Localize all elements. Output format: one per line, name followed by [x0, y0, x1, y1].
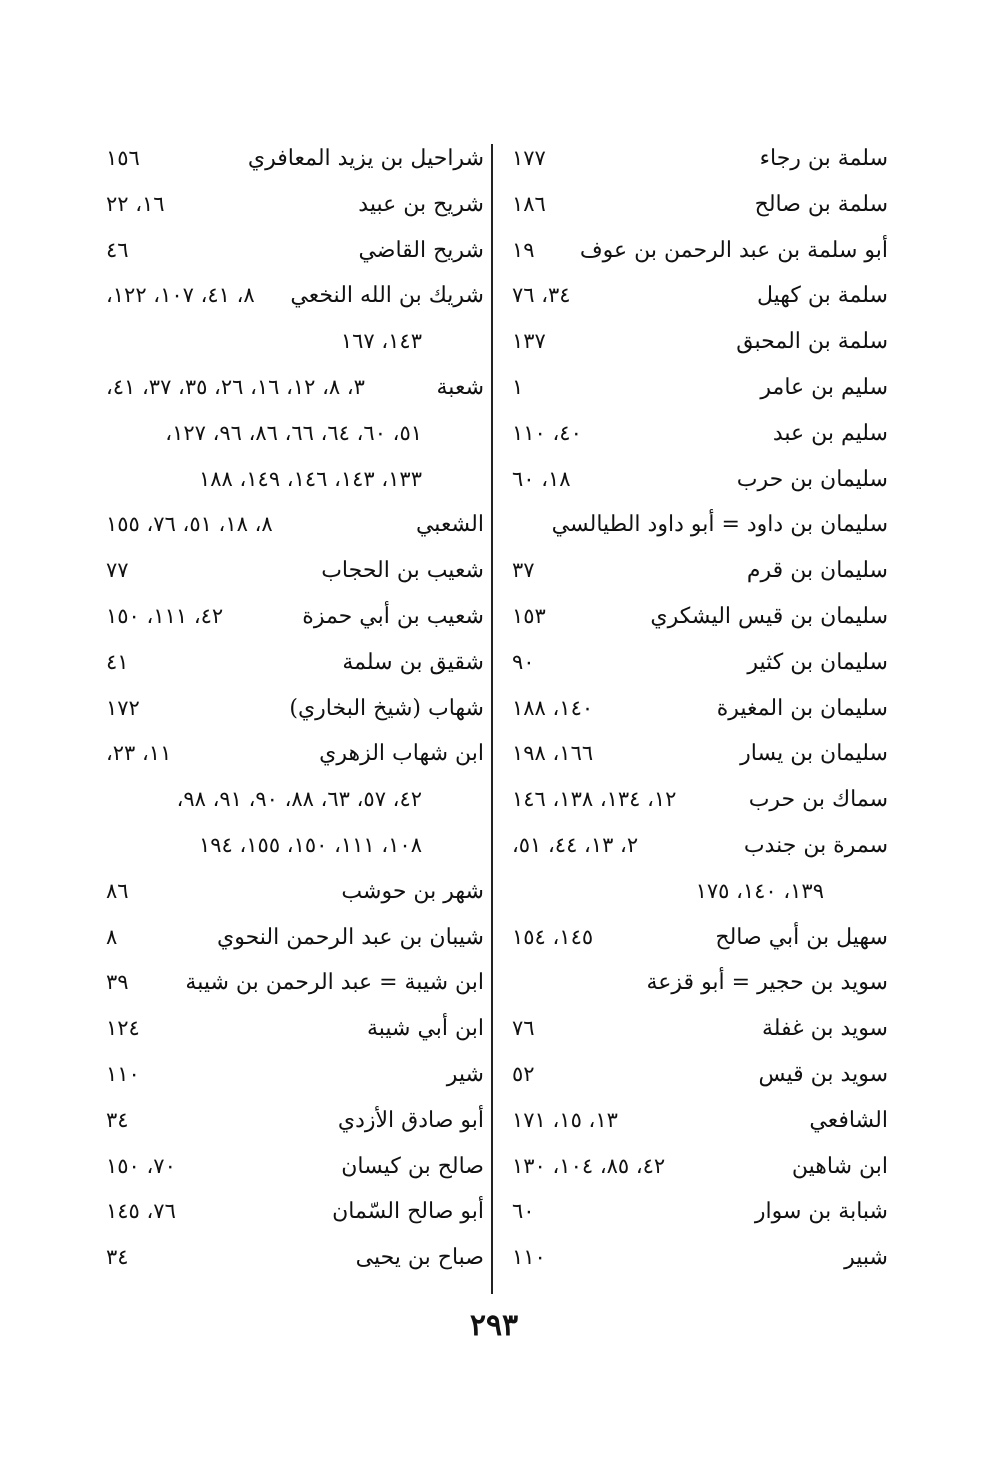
- index-entry: [508, 640, 888, 686]
- index-entry: [100, 1006, 484, 1052]
- entry-pages: ٧٦، ١٤٥: [106, 1199, 176, 1224]
- entry-pages: ٨، ١٨، ٥١، ٧٦، ١٥٥: [106, 512, 273, 537]
- entry-name: سليم بن عامر: [760, 374, 888, 400]
- entry-name: سليم بن عبد: [772, 420, 888, 446]
- entry-pages: ١١، ٢٣،: [106, 741, 172, 766]
- index-entry: [508, 319, 888, 365]
- index-entry: [508, 502, 888, 548]
- entry-name: شبابة بن سوار: [754, 1199, 888, 1225]
- entry-pages: ٤٢، ١١١، ١٥٠: [106, 603, 224, 628]
- entry-pages: ١٥٦: [106, 146, 140, 170]
- entry-name: شريك بن الله النخعي: [290, 283, 484, 309]
- entry-name: ابن شهاب الزهري: [319, 741, 484, 767]
- index-column-right: [508, 136, 888, 1281]
- entry-pages: ٣٤: [106, 1245, 129, 1270]
- index-entry: [100, 686, 484, 732]
- entry-pages: ١٨٦: [512, 191, 546, 216]
- index-entry: [508, 777, 888, 823]
- column-divider: [491, 144, 493, 1294]
- index-entry: [100, 1144, 484, 1190]
- index-entry: [508, 182, 888, 228]
- entry-name: الشعبي: [415, 512, 484, 538]
- entry-name: شراحيل بن يزيد المعافري: [247, 146, 484, 171]
- index-entry-continuation: [100, 457, 484, 503]
- entry-pages: ٣٩: [106, 970, 129, 995]
- entry-name: سلمة بن صالح: [754, 191, 888, 217]
- entry-pages: ١٧٢: [106, 695, 140, 720]
- index-entry: [100, 960, 484, 1006]
- entry-pages: ٧٠، ١٥٠: [106, 1153, 176, 1178]
- entry-pages: ٥٢: [512, 1061, 535, 1086]
- entry-pages: ١١٠: [106, 1061, 140, 1086]
- index-entry: [100, 548, 484, 594]
- index-entry: [508, 594, 888, 640]
- entry-pages: ١٧٧: [512, 146, 546, 170]
- entry-name: سليمان بن حرب: [736, 466, 888, 492]
- index-entry: [100, 731, 484, 777]
- entry-name: سويد بن غفلة: [761, 1016, 888, 1042]
- index-entry: [508, 1052, 888, 1098]
- index-entry: [508, 136, 888, 182]
- index-entry: [508, 1235, 888, 1281]
- entry-name: سليمان بن قرم: [746, 558, 888, 584]
- index-entry: [100, 502, 484, 548]
- index-entry: [508, 915, 888, 961]
- entry-name: سليمان بن المغيرة: [716, 695, 888, 721]
- index-entry-continuation: [508, 869, 888, 915]
- index-entry-continuation: [100, 319, 484, 365]
- entry-pages: ١١٠: [512, 1245, 546, 1270]
- entry-pages: ٣٤: [106, 1107, 129, 1132]
- index-entry: [508, 1006, 888, 1052]
- index-entry: [508, 457, 888, 503]
- index-entry: [508, 228, 888, 274]
- entry-pages: ٤٠، ١١٠: [512, 420, 582, 445]
- index-entry: [100, 136, 484, 182]
- entry-pages: ٣٤، ٧٦: [512, 283, 571, 308]
- index-entry: [100, 1189, 484, 1235]
- index-entry: [100, 869, 484, 915]
- entry-pages: ٣، ٨، ١٢، ١٦، ٢٦، ٣٥، ٣٧، ٤١،: [106, 374, 365, 399]
- entry-name: صالح بن كيسان: [341, 1153, 484, 1179]
- entry-name: شعبة: [436, 374, 484, 400]
- index-entry-continuation: [100, 411, 484, 457]
- entry-pages: ٦٠: [512, 1199, 535, 1224]
- entry-pages: ١٢٤: [106, 1016, 140, 1041]
- entry-pages: ١٣٩، ١٤٠، ١٧٥: [695, 878, 824, 903]
- entry-name: شريح القاضي: [358, 237, 484, 263]
- entry-pages: ١٦٦، ١٩٨: [512, 741, 594, 766]
- entry-pages: ٨: [106, 924, 118, 949]
- index-entry: [508, 411, 888, 457]
- entry-name: ابن أبي شيبة: [366, 1016, 484, 1042]
- entry-name: سليمان بن قيس اليشكري: [650, 603, 888, 629]
- entry-name: سلمة بن رجاء: [759, 146, 888, 171]
- entry-name: شقيق بن سلمة: [342, 649, 484, 675]
- entry-name: سلمة بن كهيل: [756, 283, 888, 309]
- entry-name: شريح بن عبيد: [358, 191, 484, 217]
- index-entry: [100, 365, 484, 411]
- index-column-left: [100, 136, 484, 1281]
- entry-pages: ٤١: [106, 649, 129, 674]
- index-entry: [100, 1235, 484, 1281]
- index-entry: [508, 686, 888, 732]
- entry-name: سليمان بن كثير: [747, 649, 888, 675]
- entry-name: سمرة بن جندب: [743, 832, 888, 858]
- index-entry: [508, 365, 888, 411]
- index-entry: [508, 960, 888, 1006]
- entry-name: سويد بن حجير = أبو قزعة: [646, 970, 888, 996]
- index-entry: [508, 273, 888, 319]
- index-entry-continuation: [100, 777, 484, 823]
- entry-pages: ١٤٣، ١٦٧: [340, 329, 422, 354]
- entry-pages: ٨٦: [106, 878, 129, 903]
- entry-pages: ١٠٨، ١١١، ١٥٠، ١٥٥، ١٩٤: [198, 832, 422, 857]
- index-entry: [100, 1098, 484, 1144]
- entry-pages: ٢، ١٣، ٤٤، ٥١،: [512, 832, 639, 857]
- entry-name: سماك بن حرب: [748, 787, 888, 813]
- index-entry: [508, 1144, 888, 1190]
- entry-name: أبو صالح السّمان: [332, 1199, 484, 1225]
- index-entry: [100, 594, 484, 640]
- entry-pages: ٩٠: [512, 649, 535, 674]
- entry-pages: ١٥٣: [512, 603, 546, 628]
- entry-pages: ١٢، ١٣٤، ١٣٨، ١٤٦: [512, 787, 677, 812]
- entry-name: سلمة بن المحبق: [736, 329, 888, 355]
- entry-pages: ٤٢، ٥٧، ٦٣، ٨٨، ٩٠، ٩١، ٩٨،: [176, 787, 422, 812]
- entry-pages: ١٣٧: [512, 329, 546, 354]
- entry-pages: ٧٧: [106, 558, 129, 583]
- entry-pages: ١٣، ١٥، ١٧١: [512, 1107, 618, 1132]
- entry-name: شهاب (شيخ البخاري): [289, 695, 484, 721]
- entry-name: أبو صادق الأزدي: [337, 1107, 484, 1133]
- entry-pages: ١٦، ٢٢: [106, 191, 165, 216]
- entry-pages: ٥١، ٦٠، ٦٤، ٦٦، ٨٦، ٩٦، ١٢٧،: [165, 420, 422, 445]
- entry-pages: ٣٧: [512, 558, 535, 583]
- index-entry: [100, 228, 484, 274]
- entry-pages: ٤٦: [106, 237, 129, 262]
- index-entry: [100, 182, 484, 228]
- index-entry: [100, 1052, 484, 1098]
- index-entry: [100, 273, 484, 319]
- entry-pages: ٧٦: [512, 1016, 535, 1041]
- entry-name: ابن شاهين: [791, 1153, 888, 1179]
- entry-name: سهيل بن أبي صالح: [715, 924, 888, 950]
- entry-pages: ١٨، ٦٠: [512, 466, 571, 491]
- entry-pages: ١٤٥، ١٥٤: [512, 924, 594, 949]
- entry-name: سويد بن قيس: [758, 1061, 888, 1087]
- entry-name: شهر بن حوشب: [341, 878, 484, 904]
- entry-pages: ١٩: [512, 237, 535, 262]
- entry-name: شير: [446, 1061, 484, 1087]
- entry-pages: ٤٢، ٨٥، ١٠٤، ١٣٠: [512, 1153, 666, 1178]
- index-entry: [100, 915, 484, 961]
- entry-name: شيبان بن عبد الرحمن النحوي: [217, 924, 484, 950]
- index-entry: [508, 823, 888, 869]
- index-entry: [508, 731, 888, 777]
- entry-name: صباح بن يحيى: [355, 1245, 484, 1271]
- entry-name: أبو سلمة بن عبد الرحمن بن عوف: [579, 237, 888, 263]
- index-entry: [508, 1098, 888, 1144]
- index-entry: [508, 1189, 888, 1235]
- entry-pages: ١٣٣، ١٤٣، ١٤٦، ١٤٩، ١٨٨: [198, 466, 422, 491]
- entry-name: سليمان بن داود = أبو داود الطيالسي: [551, 512, 888, 538]
- entry-name: سليمان بن يسار: [740, 741, 888, 767]
- entry-name: الشافعي: [809, 1107, 888, 1133]
- entry-name: شبير: [844, 1245, 888, 1271]
- index-entry-continuation: [100, 823, 484, 869]
- entry-pages: ٨، ٤١، ١٠٧، ١٢٢،: [106, 283, 255, 308]
- page-number: ٢٩٣: [469, 1308, 519, 1343]
- entry-pages: ١: [512, 374, 524, 399]
- entry-pages: ١٤٠، ١٨٨: [512, 695, 594, 720]
- index-entry: [508, 548, 888, 594]
- entry-name: ابن شيبة = عبد الرحمن بن شيبة: [185, 970, 484, 996]
- entry-name: شعيب بن أبي حمزة: [302, 603, 484, 629]
- index-entry: [100, 640, 484, 686]
- entry-name: شعيب بن الحجاب: [321, 558, 484, 584]
